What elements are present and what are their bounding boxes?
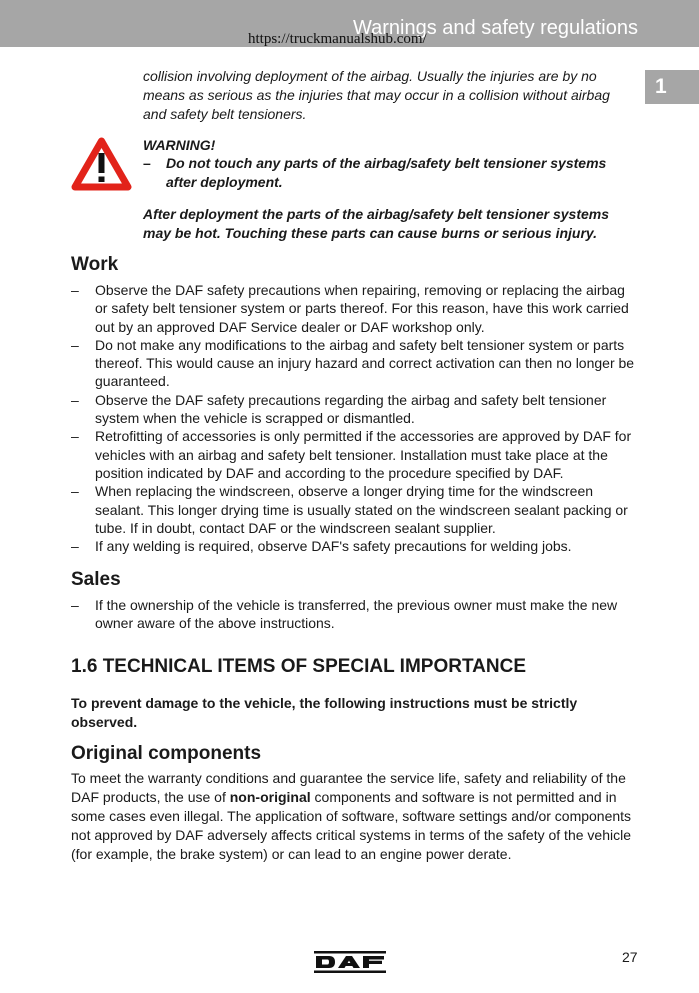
warning-text: After deployment the parts of the airbag/safety belt tensioner systems may be hot. Touching these parts can cause burns or serious injury. [143, 206, 610, 241]
list-item: – When replacing the windscreen, observe a longer drying time for the windscreen sealant. This longer drying time is usually stated on the windscreen sealant packing or tube. If in doubt, contact DAF or the windscreen sealant supplier. [71, 483, 628, 536]
chapter-tab [645, 70, 699, 104]
warning-dash: – [143, 155, 151, 171]
warning-item: Do not touch any parts of the airbag/safety belt tensioner systems after deployment. [166, 155, 607, 190]
list-item: – Observe the DAF safety precautions regarding the airbag and safety belt tensioner system when the vehicle is scrapped or dismantled. [71, 391, 607, 427]
intro-paragraph: collision involving deployment of the airbag. Usually the injuries are by no means as serious as the injuries that may occur in a collision without airbag and safety belt tensioners. [143, 68, 610, 122]
list-item: – If the ownership of the vehicle is transferred, the previous owner must make the new owner aware of the above instructions. [71, 597, 618, 632]
original-components-paragraph: To meet the warranty conditions and guarantee the service life, safety and reliability of the DAF products, the use of non-original components and software is not permitted and in some cases even illegal. The application of software, software settings and/or components not approved by DAF adversely affects critical systems in terms of the safety of the vehicle (for example, the brake system) or can lead to an engine power derate. [71, 770, 632, 862]
page-number: 27 [622, 949, 638, 965]
section-intro: To prevent damage to the vehicle, the following instructions must be strictly observed. [71, 695, 578, 730]
emphasis-non-original: non-original [229, 789, 311, 805]
daf-logo [314, 951, 386, 973]
watermark-url[interactable]: https://truckmanualshub.com/ [248, 31, 427, 47]
list-item: – Observe the DAF safety precautions when repairing, removing or replacing the airbag or safety belt tensioner system or parts thereof. For this reason, have this work carried out by an approved DAF Service dealer or DAF workshop only. [71, 282, 629, 335]
list-item: – Do not make any modifications to the airbag and safety belt tensioner system or parts thereof. This would cause an injury hazard and correct activation can then no longer be guaranteed. [71, 336, 635, 390]
work-list [71, 281, 637, 555]
list-item: – Retrofitting of accessories is only permitted if the accessories are approved by DAF for vehicles with an airbag and safety belt tensioner. Installation must take place at the position indicated by DAF and according to the procedure specified by DAF. [71, 428, 632, 481]
sales-list [71, 596, 637, 633]
work-heading: Work [71, 254, 119, 275]
warning-triangle-icon [71, 137, 132, 193]
sales-heading: Sales [71, 569, 121, 590]
list-item: – If any welding is required, observe DAF's safety precautions for welding jobs. [71, 538, 572, 555]
warning-title: WARNING! [143, 137, 216, 153]
original-components-heading: Original components [71, 743, 262, 764]
header-title: Warnings and safety regulations [353, 17, 638, 39]
chapter-number: 1 [655, 75, 667, 98]
section-heading: 1.6 TECHNICAL ITEMS OF SPECIAL IMPORTANCE [71, 656, 526, 677]
